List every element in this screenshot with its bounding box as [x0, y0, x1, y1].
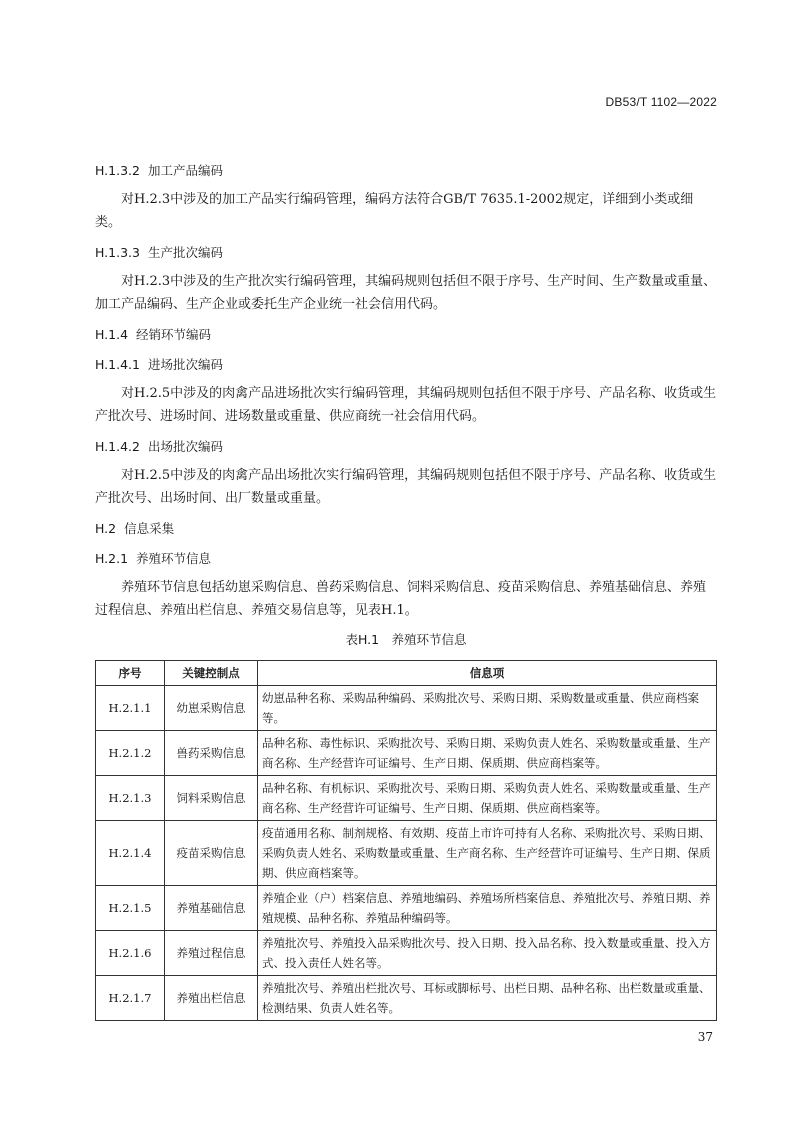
cell-control-point: 养殖基础信息 — [165, 886, 258, 931]
section-heading — [95, 436, 717, 458]
cell-info-items: 养殖企业（户）档案信息、养殖地编码、养殖场所档案信息、养殖批次号、养殖日期、养殖规模、品种名称、养殖品种编码等。 — [258, 886, 717, 931]
cell-control-point: 疫苗采购信息 — [165, 821, 258, 886]
section-paragraph: 对H.2.5中涉及的肉禽产品进场批次实行编码管理，其编码规则包括但不限于序号、产品名称、收货或生产批次号、进场时间、进场数量或重量、供应商统一社会信用代码。 — [95, 386, 717, 424]
cell-seq: H.2.1.5 — [96, 886, 165, 931]
section-heading — [95, 242, 717, 264]
cell-control-point: 幼崽采购信息 — [165, 686, 258, 731]
section-title: 出场批次编码 — [147, 439, 223, 454]
section-number: H.1.3.2 — [95, 163, 140, 178]
section-heading — [95, 548, 717, 570]
section-title: 养殖环节信息 — [136, 551, 212, 566]
cell-info-items: 品种名称、毒性标识、采购批次号、采购日期、采购负责人姓名、采购数量或重量、生产商名称、生产经营许可证编号、生产日期、保质期、供应商档案等。 — [258, 731, 717, 776]
section-heading — [95, 518, 717, 540]
table-row — [96, 976, 717, 1021]
cell-seq: H.2.1.3 — [96, 776, 165, 821]
section-title: 经销环节编码 — [136, 327, 212, 342]
section-title: 生产批次编码 — [147, 245, 223, 260]
cell-control-point: 饲料采购信息 — [165, 776, 258, 821]
cell-seq: H.2.1.6 — [96, 931, 165, 976]
cell-info-items: 养殖批次号、养殖投入品采购批次号、投入日期、投入品名称、投入数量或重量、投入方式、投入责任人姓名等。 — [258, 931, 717, 976]
header-info-items: 信息项 — [258, 661, 717, 686]
info-table — [95, 660, 717, 1021]
table-row — [96, 686, 717, 731]
cell-seq: H.2.1.1 — [96, 686, 165, 731]
document-code: DB53/T 1102—2022 — [605, 95, 717, 109]
table-title: 表H.1 养殖环节信息 — [345, 632, 467, 647]
cell-control-point: 兽药采购信息 — [165, 731, 258, 776]
header-control-point: 关键控制点 — [165, 661, 258, 686]
cell-seq: H.2.1.2 — [96, 731, 165, 776]
page-content — [95, 160, 717, 1021]
cell-info-items: 幼崽品种名称、采购品种编码、采购批次号、采购日期、采购数量或重量、供应商档案等。 — [258, 686, 717, 731]
table-row — [96, 821, 717, 886]
section-paragraph: 养殖环节信息包括幼崽采购信息、兽药采购信息、饲料采购信息、疫苗采购信息、养殖基础信息、养殖过程信息、养殖出栏信息、养殖交易信息等，见表H.1。 — [95, 580, 707, 618]
cell-info-items: 疫苗通用名称、制剂规格、有效期、疫苗上市许可持有人名称、采购批次号、采购日期、采购负责人姓名、采购数量或重量、生产商名称、生产经营许可证编号、生产日期、保质期、供应商档案等。 — [258, 821, 717, 886]
page-number: 37 — [697, 1030, 713, 1044]
table-row — [96, 776, 717, 821]
section-paragraph: 对H.2.5中涉及的肉禽产品出场批次实行编码管理，其编码规则包括但不限于序号、产品名称、收货或生产批次号、出场时间、出厂数量或重量。 — [95, 468, 717, 506]
section-number: H.2.1 — [95, 551, 129, 566]
section-number: H.2 — [95, 521, 117, 536]
section-heading — [95, 354, 717, 376]
section-paragraph: 对H.2.3中涉及的加工产品实行编码管理，编码方法符合GB/T 7635.1-2002规定，详细到小类或细类。 — [95, 192, 694, 230]
section-number: H.1.4.2 — [95, 439, 140, 454]
table-header-row — [96, 661, 717, 686]
cell-info-items: 养殖批次号、养殖出栏批次号、耳标或脚标号、出栏日期、品种名称、出栏数量或重量、检测结果、负责人姓名等。 — [258, 976, 717, 1021]
section-title: 加工产品编码 — [147, 163, 223, 178]
table-row — [96, 931, 717, 976]
section-paragraph: 对H.2.3中涉及的生产批次实行编码管理，其编码规则包括但不限于序号、生产时间、生产数量或重量、加工产品编码、生产企业或委托生产企业统一社会信用代码。 — [95, 274, 717, 312]
cell-seq: H.2.1.7 — [96, 976, 165, 1021]
section-heading — [95, 160, 717, 182]
cell-control-point: 养殖出栏信息 — [165, 976, 258, 1021]
section-number: H.1.4 — [95, 327, 129, 342]
section-number: H.1.4.1 — [95, 357, 140, 372]
cell-seq: H.2.1.4 — [96, 821, 165, 886]
table-row — [96, 886, 717, 931]
section-number: H.1.3.3 — [95, 245, 140, 260]
cell-control-point: 养殖过程信息 — [165, 931, 258, 976]
section-title: 进场批次编码 — [147, 357, 223, 372]
section-title: 信息采集 — [124, 521, 175, 536]
table-row — [96, 731, 717, 776]
section-heading — [95, 324, 717, 346]
header-seq: 序号 — [96, 661, 165, 686]
cell-info-items: 品种名称、有机标识、采购批次号、采购日期、采购负责人姓名、采购数量或重量、生产商名称、生产经营许可证编号、生产日期、保质期、供应商档案等。 — [258, 776, 717, 821]
